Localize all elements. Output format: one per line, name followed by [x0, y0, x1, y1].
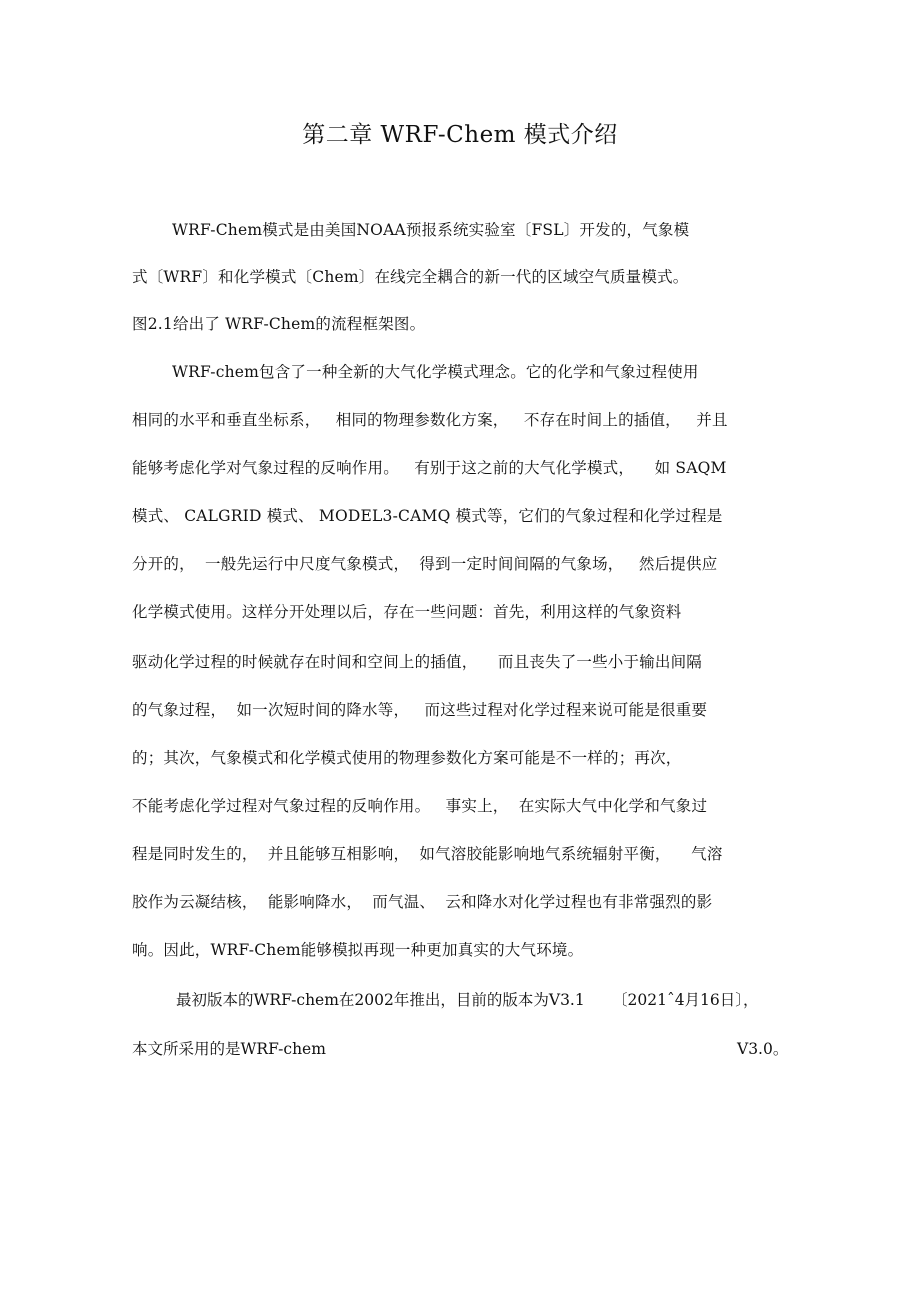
text-line: 最初版本的WRF-chem在2002年推出，目前的版本为V3.1: [176, 991, 585, 1009]
text-line: 不能考虑化学过程对气象过程的反响作用。 事实上， 在实际大气中化学和气象过: [132, 797, 708, 815]
text-line: 能够考虑化学对气象过程的反响作用。 有别于这之前的大气化学模式， 如 SAQM: [132, 459, 727, 477]
text-line: 的；其次，气象模式和化学模式使用的物理参数化方案可能是不一样的；再次，: [132, 749, 682, 767]
text-line: 驱动化学过程的时候就存在时间和空间上的插值， 而且丧失了一些小于输出间隔: [132, 653, 703, 671]
text-line: 程是同时发生的， 并且能够互相影响， 如气溶胶能影响地气系统辐射平衡， 气溶: [132, 845, 723, 863]
text-line: 响。因此，WRF-Chem能够模拟再现一种更加真实的大气环境。: [132, 941, 584, 959]
text-line: 相同的水平和垂直坐标系， 相同的物理参数化方案， 不存在时间上的插值， 并且: [132, 411, 728, 429]
text-line: 图2.1给出了 WRF-Chem的流程框架图。: [132, 315, 426, 333]
text-line: 化学模式使用。这样分开处理以后，存在一些问题：首先，利用这样的气象资料: [132, 603, 682, 621]
text-line: 分开的， 一般先运行中尺度气象模式， 得到一定时间间隔的气象场， 然后提供应: [132, 555, 718, 573]
text-line: 模式、 CALGRID 模式、 MODEL3-CAMQ 模式等，它们的气象过程和化学过程是: [132, 507, 723, 525]
text-line: 本文所采用的是WRF-chem: [132, 1040, 326, 1058]
text-line-right: 〔2021ˆ4月16日〕，: [612, 991, 759, 1009]
text-line-right: V3.0。: [737, 1040, 789, 1058]
text-line: 式〔WRF〕和化学模式〔Chem〕在线完全耦合的新一代的区域空气质量模式。: [132, 268, 689, 286]
text-line: WRF-chem包含了一种全新的大气化学模式理念。它的化学和气象过程使用: [172, 363, 699, 381]
text-line: WRF-Chem模式是由美国NOAA预报系统实验室〔FSL〕开发的，气象模: [172, 221, 690, 239]
text-line: 胶作为云凝结核， 能影响降水， 而气温、 云和降水对化学过程也有非常强烈的影: [132, 893, 713, 911]
page-title: 第二章 WRF-Chem 模式介绍: [302, 122, 618, 148]
text-line: 的气象过程， 如一次短时间的降水等， 而这些过程对化学过程来说可能是很重要: [132, 701, 708, 719]
